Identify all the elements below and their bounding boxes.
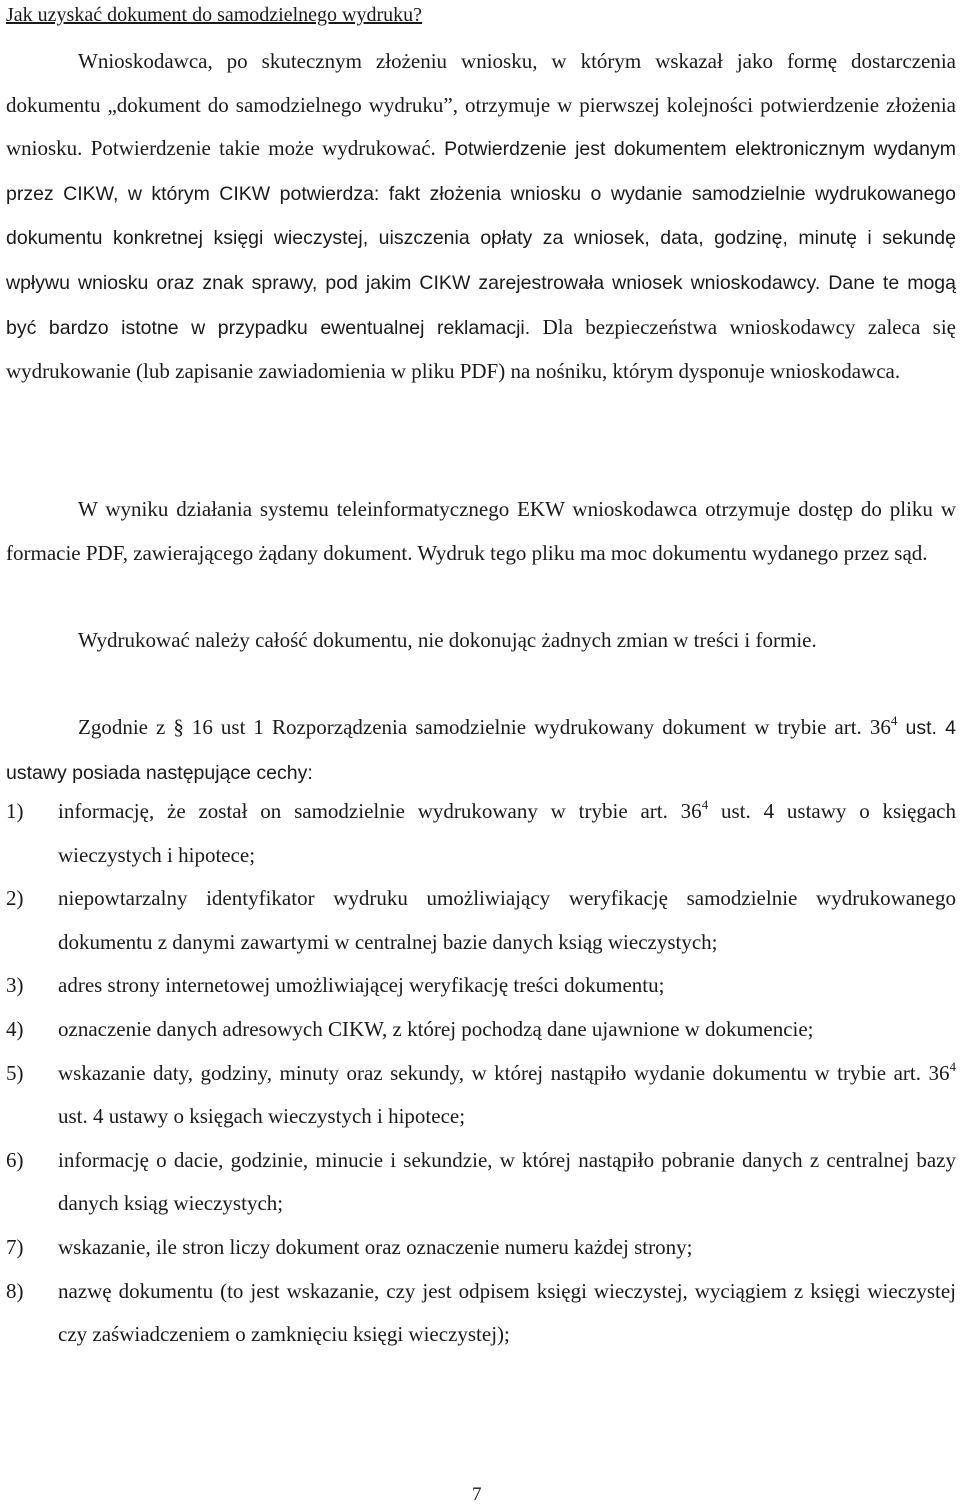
list-item: 8) nazwę dokumentu (to jest wskazanie, czy jest odpisem księgi wieczystej, wyciągiem z księgi wieczystej czy zaświadczeniem o zamknięciu księgi wieczystej); [6, 1278, 956, 1347]
paragraph-regulation-tail: ust. 4 ustawy posiada następujące cechy: [6, 717, 956, 784]
paragraph-confirmation-intro: Wnioskodawca, po skutecznym złożeniu wniosku, w którym wskazał jako formę dostarczenia dokumentu „dokument do samodzielnego wydruku”, otrzymuje w pierwszej kolejności potwierdzenie złożenia wniosku. Potwierdzenie takie może wydrukować. [6, 49, 956, 161]
paragraph-regulation [6, 706, 956, 795]
list-item: 2) niepowtarzalny identyfikator wydruku umożliwiający weryfikację samodzielnie wydrukowanego dokumentu z danymi zawartymi w centralnej bazie danych ksiąg wieczystych; [6, 886, 956, 954]
features-list [6, 790, 956, 1357]
list-item: 7) wskazanie, ile stron liczy dokument oraz oznaczenie numeru każdej strony; [6, 1234, 693, 1259]
list-item: 1) informację, że został on samodzielnie wydrukowany w trybie art. $36^4$ ust. 4 ustawy o księgach wieczystych i hipotece; [6, 797, 956, 867]
list-item: 5) wskazanie daty, godziny, minuty oraz sekundy, w której nastąpiło wydanie dokumentu w trybie art. $36^4$ ust. 4 ustawy o księgach wieczystych i hipotece; [6, 1058, 956, 1129]
list-item: 6) informację o dacie, godzinie, minucie i sekundzie, w której nastąpiło pobranie danych z centralnej bazy danych ksiąg wieczystych; [6, 1147, 956, 1216]
paragraph-confirmation [6, 40, 956, 394]
paragraph-regulation-text: Zgodnie z § 16 ust 1 Rozporządzenia samodzielnie wydrukowany dokument w trybie art. 36 [78, 715, 891, 739]
paragraph-confirmation-details: Potwierdzenie jest dokumentem elektronicznym wydanym przez CIKW, w którym CIKW potwierdza: fakt złożenia wniosku o wydanie samodzielnie wydrukowanego dokumentu konkretnej księgi wieczystej, uiszczenia opłaty za wniosek, data, godzinę, minutę i sekundę wpływu wniosku oraz znak sprawy, pod jakim CIKW zarejestrowała wniosek wnioskodawcy. Dane te mogą być bardzo istotne w przypadku ewentualnej reklamacji. [6, 138, 956, 339]
paragraph-pdf-access: W wyniku działania systemu teleinformatycznego EKW wnioskodawca otrzymuje dostęp do pliku w formacie PDF, zawierającego żądany dokument. Wydruk tego pliku ma moc dokumentu wydanego przez sąd. [6, 497, 956, 565]
list-item: 3) adres strony internetowej umożliwiającej weryfikację treści dokumentu; [6, 973, 665, 998]
page-number: 7 [472, 1484, 482, 1505]
list-item: 4) oznaczenie danych adresowych CIKW, z której pochodzą dane ujawnione w dokumencie; [6, 1016, 814, 1041]
superscript: 4 [890, 713, 898, 728]
paragraph-print-whole: Wydrukować należy całość dokumentu, nie dokonując żadnych zmian w treści i formie. [78, 628, 817, 652]
paragraph-confirmation-advice: Dla bezpieczeństwa wnioskodawcy zaleca się wydrukowanie (lub zapisanie zawiadomienia w pliku PDF) na nośniku, którym dysponuje wnioskodawca. [6, 314, 956, 384]
page-heading: Jak uzyskać dokument do samodzielnego wydruku? [6, 4, 423, 26]
